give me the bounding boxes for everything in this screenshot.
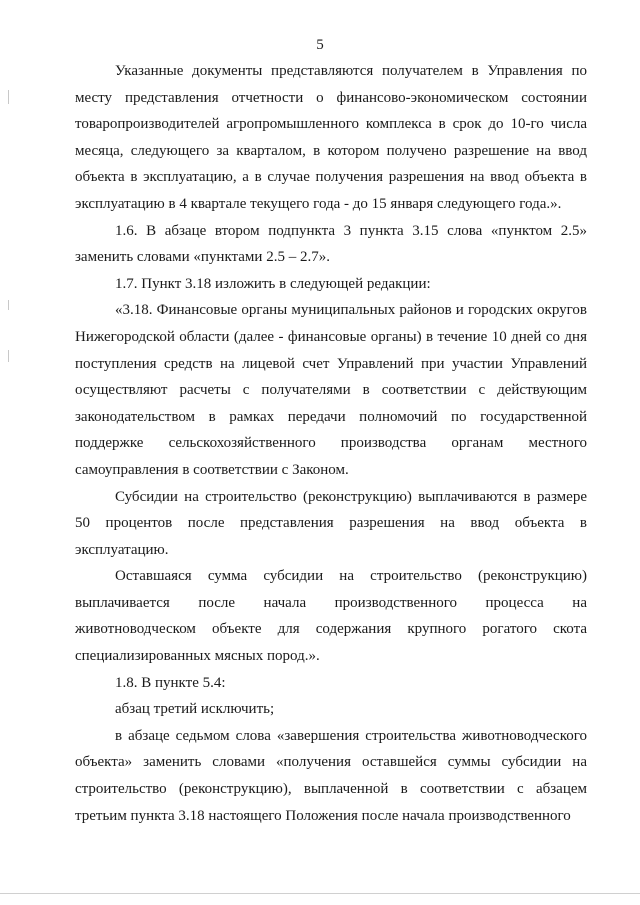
scan-margin-mark bbox=[8, 90, 9, 104]
paragraph-seventh-amendment: в абзаце седьмом слова «завершения строительства животноводческого объекта» заменить словами «получения оставшейся суммы субсидии на строительство (реконструкцию), выплаченной в соответствии с абзацем третьим пункта 3.18 настоящего Положения после начала производственного bbox=[75, 727, 587, 824]
page-number: 5 bbox=[316, 37, 324, 53]
paragraph-exclude-third: абзац третий исключить; bbox=[115, 701, 275, 718]
document-body bbox=[75, 58, 587, 829]
paragraph-documents-submission: Указанные документы представляются получателем в Управления по месту представления отчетности о финансово-экономическом состоянии товаропроизводителей агропромышленного комплекса в срок до 10-го числа месяца, следующего за кварталом, в котором получено разрешение на ввод объекта в эксплуатацию, а в случае получения разрешения на ввод объекта в эксплуатацию в 4 квартале текущего года - до 15 января следующего года.». bbox=[75, 63, 587, 212]
scan-margin-mark bbox=[8, 300, 9, 310]
paragraph-3-18: «3.18. Финансовые органы муниципальных районов и городских округов Нижегородской области (далее - финансовые органы) в течение 10 дней со дня поступления средств на лицевой счет Управлений при участии Управлений осуществляют расчеты с получателями в соответствии с действующим законодательством в рамках передачи полномочий по государственной поддержке сельскохозяйственного производства органам местного самоуправления в соответствии с Законом. bbox=[75, 302, 587, 478]
scan-margin-mark bbox=[8, 350, 9, 362]
paragraph-remaining-subsidy: Оставшаяся сумма субсидии на строительство (реконструкцию) выплачивается после начала производственного процесса на животноводческом объекте для содержания крупного рогатого скота специализированных мясных пород.». bbox=[75, 568, 587, 665]
paragraph-1-8: 1.8. В пункте 5.4: bbox=[115, 674, 226, 691]
scan-bottom-edge bbox=[0, 893, 640, 894]
paragraph-subsidies-50-percent: Субсидии на строительство (реконструкцию) выплачиваются в размере 50 процентов после представления разрешения на ввод объекта в эксплуатацию. bbox=[75, 488, 587, 558]
paragraph-1-7: 1.7. Пункт 3.18 изложить в следующей редакции: bbox=[115, 275, 431, 292]
paragraph-1-6: 1.6. В абзаце втором подпункта 3 пункта 3.15 слова «пунктом 2.5» заменить словами «пунктами 2.5 – 2.7». bbox=[75, 222, 587, 266]
